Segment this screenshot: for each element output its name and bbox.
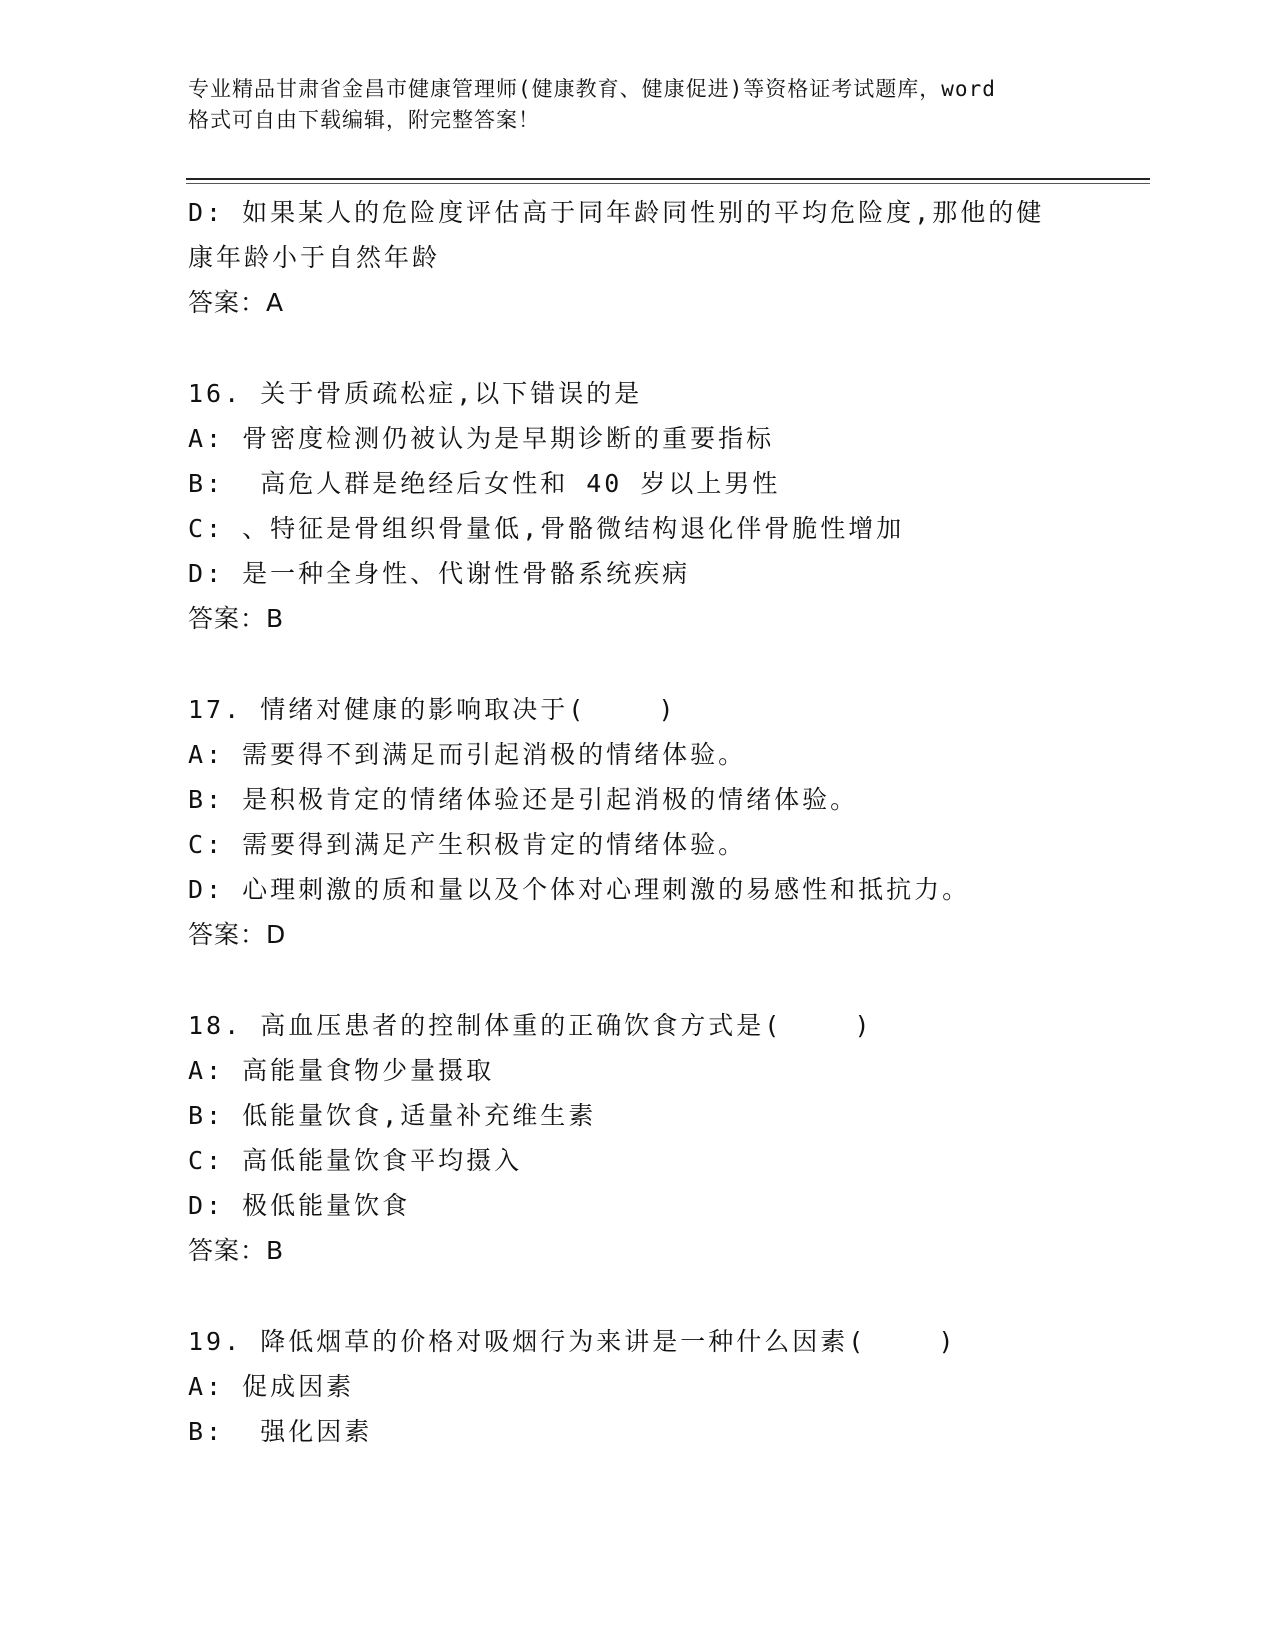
option-b: B: 低能量饮食,适量补充维生素	[188, 1101, 597, 1130]
header-line-2: 格式可自由下载编辑，附完整答案！	[188, 108, 540, 132]
question-18	[188, 1003, 1148, 1273]
option-b: B: 强化因素	[188, 1417, 373, 1446]
answer: 答案：D	[188, 920, 287, 949]
question-17	[188, 687, 1148, 957]
option-d: D: 是一种全身性、代谢性骨骼系统疾病	[188, 559, 691, 588]
option-d: D: 如果某人的危险度评估高于同年龄同性别的平均危险度,那他的健	[188, 198, 1045, 227]
option-c: C: 需要得到满足产生积极肯定的情绪体验。	[188, 830, 747, 859]
question-15-tail	[188, 190, 1148, 325]
spacer	[188, 325, 1148, 371]
option-a: A: 骨密度检测仍被认为是早期诊断的重要指标	[188, 424, 775, 453]
option-a: A: 需要得不到满足而引起消极的情绪体验。	[188, 740, 747, 769]
option-c: C: 、特征是骨组织骨量低,骨骼微结构退化伴骨脆性增加	[188, 514, 905, 543]
option-d: D: 心理刺激的质和量以及个体对心理刺激的易感性和抵抗力。	[188, 875, 971, 904]
question-16	[188, 371, 1148, 641]
answer: 答案：A	[188, 288, 285, 317]
question-stem: 19. 降低烟草的价格对吸烟行为来讲是一种什么因素( )	[188, 1327, 957, 1356]
question-stem: 18. 高血压患者的控制体重的正确饮食方式是( )	[188, 1011, 873, 1040]
spacer	[188, 1273, 1148, 1319]
option-d: D: 极低能量饮食	[188, 1191, 411, 1220]
header-rule-thin	[186, 183, 1150, 184]
option-a: A: 高能量食物少量摄取	[188, 1056, 495, 1085]
question-stem: 17. 情绪对健康的影响取决于( )	[188, 695, 677, 724]
header-rule-thick	[186, 178, 1150, 180]
page-header	[188, 74, 1088, 136]
header-line-1: 专业精品甘肃省金昌市健康管理师(健康教育、健康促进)等资格证考试题库，word	[188, 77, 996, 101]
option-c: C: 高低能量饮食平均摄入	[188, 1146, 523, 1175]
option-a: A: 促成因素	[188, 1372, 355, 1401]
option-d-continued: 康年龄小于自然年龄	[188, 243, 441, 272]
answer: 答案：B	[188, 604, 285, 633]
answer: 答案：B	[188, 1236, 285, 1265]
question-19	[188, 1319, 1148, 1454]
spacer	[188, 957, 1148, 1003]
option-b: B: 高危人群是绝经后女性和 40 岁以上男性	[188, 469, 781, 498]
question-content	[188, 190, 1148, 1454]
option-b: B: 是积极肯定的情绪体验还是引起消极的情绪体验。	[188, 785, 859, 814]
spacer	[188, 641, 1148, 687]
question-stem: 16. 关于骨质疏松症,以下错误的是	[188, 379, 643, 408]
